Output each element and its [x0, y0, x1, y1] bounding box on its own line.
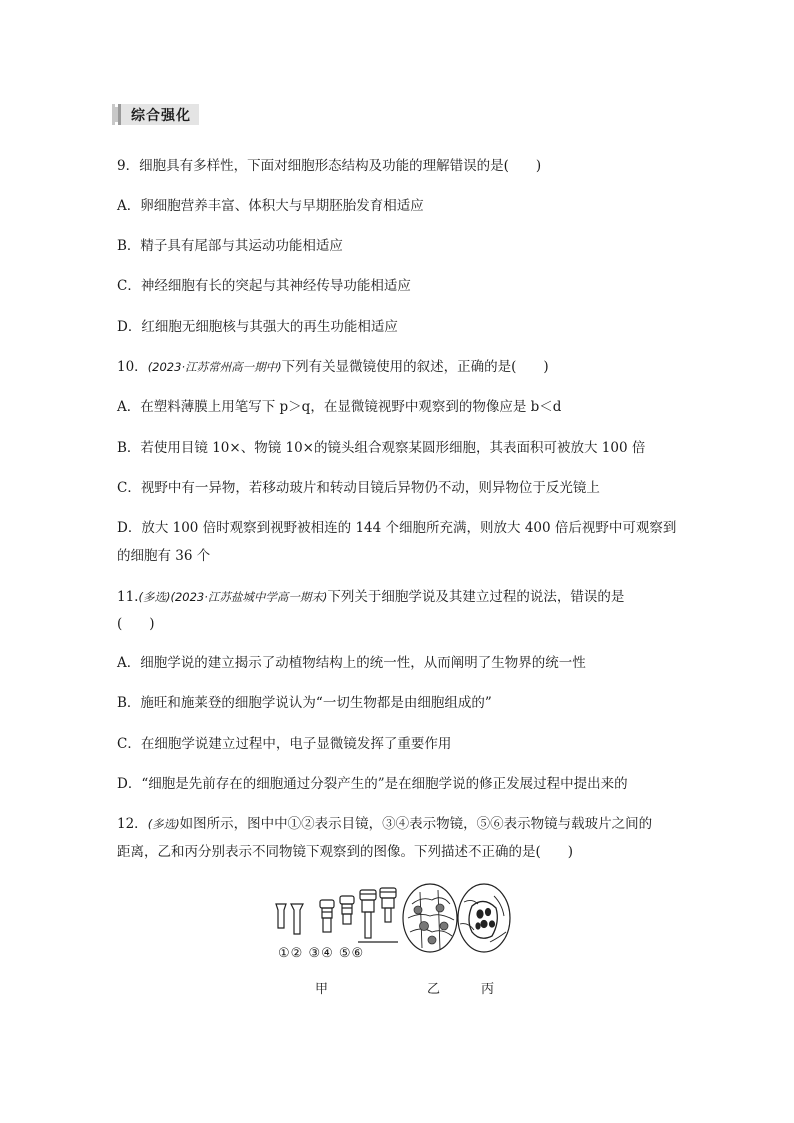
q12-stem	[117, 815, 652, 833]
objective-6-icon	[380, 888, 396, 922]
q12-number: 12．	[117, 816, 148, 832]
label-yi: 乙	[427, 982, 441, 997]
q11-option-d: D．“细胞是先前存在的细胞通过分裂产生的”是在细胞学说的修正发展过程中提出来的	[117, 776, 628, 792]
q11-stem	[117, 588, 624, 606]
section-title-text: 综合强化	[131, 107, 191, 124]
q9-option-c: C．神经细胞有长的突起与其神经传导功能相适应	[117, 278, 411, 294]
q12-stem-text: 如图所示，图中中①②表示目镜，③④表示物镜，⑤⑥表示物镜与载玻片之间的	[179, 816, 653, 832]
q12-source: (多选)	[147, 817, 180, 831]
objective-numbers-label: ①② ③④ ⑤⑥	[278, 946, 365, 961]
label-jia: 甲	[315, 982, 329, 997]
field-of-view-bing-icon	[458, 884, 510, 952]
q10-stem-text: 下列有关显微镜使用的叙述，正确的是( )	[281, 359, 549, 375]
q10-option-c: C．视野中有一异物，若移动玻片和转动目镜后异物仍不动，则异物位于反光镜上	[117, 480, 600, 496]
q9-stem: 9．细胞具有多样性，下面对细胞形态结构及功能的理解错误的是( )	[117, 158, 542, 174]
q12-stem-line2: 距离，乙和丙分别表示不同物镜下观察到的图像。下列描述不正确的是( )	[117, 844, 574, 860]
field-of-view-yi-icon	[403, 884, 457, 952]
q11-number: 11.	[117, 589, 139, 605]
q9-option-d: D．红细胞无细胞核与其强大的再生功能相适应	[117, 319, 398, 335]
q10-stem	[117, 358, 549, 376]
microscope-figure	[272, 882, 512, 997]
q11-stem-line2: ( )	[117, 616, 155, 632]
section-title	[118, 104, 199, 125]
objective-5-icon	[360, 890, 376, 938]
label-bing: 丙	[481, 982, 495, 997]
eyepiece-1-icon	[276, 904, 286, 928]
q11-stem-text: 下列关于细胞学说及其建立过程的说法，错误的是	[327, 589, 625, 605]
q11-option-c: C．在细胞学说建立过程中，电子显微镜发挥了重要作用	[117, 736, 452, 752]
q11-source: (多选)(2023·江苏盐城中学高一期末)	[138, 590, 328, 604]
q10-option-d-line1: D．放大 100 倍时观察到视野被相连的 144 个细胞所充满，则放大 400 倍后视野中可观察到	[117, 520, 677, 536]
q10-option-b: B．若使用目镜 10×、物镜 10×的镜头组合观察某圆形细胞，其表面积可被放大 100 倍	[117, 440, 646, 456]
q10-source: (2023·江苏常州高一期中)	[147, 360, 282, 374]
q11-option-b: B．施旺和施莱登的细胞学说认为“一切生物都是由细胞组成的”	[117, 695, 492, 711]
objective-3-icon	[320, 900, 334, 932]
q10-number: 10．	[117, 359, 148, 375]
q10-option-a: A．在塑料薄膜上用笔写下 p＞q，在显微镜视野中观察到的物像应是 b＜d	[117, 399, 562, 415]
figure-drawing	[272, 882, 512, 992]
q10-option-d-line2: 的细胞有 36 个	[117, 548, 211, 564]
q9-option-a: A．卵细胞营养丰富、体积大与早期胚胎发育相适应	[117, 198, 424, 214]
objective-4-icon	[340, 896, 354, 924]
q11-option-a: A．细胞学说的建立揭示了动植物结构上的统一性，从而阐明了生物界的统一性	[117, 655, 586, 671]
section-title-marker	[112, 104, 115, 125]
q9-option-b: B．精子具有尾部与其运动功能相适应	[117, 238, 343, 254]
eyepiece-2-icon	[291, 904, 303, 934]
